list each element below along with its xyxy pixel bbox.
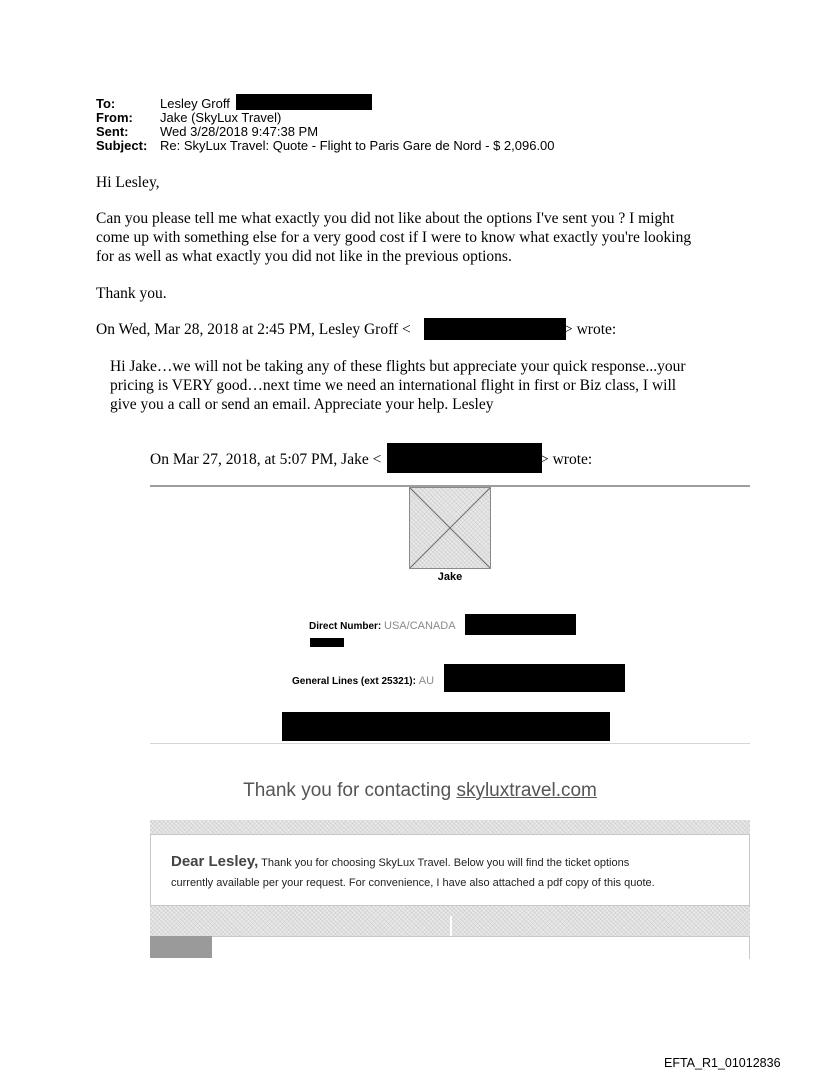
- general-lines-value: AU: [418, 675, 435, 687]
- redaction-box: [444, 664, 625, 692]
- redaction-box: [310, 638, 344, 647]
- quote-intro: [150, 450, 381, 469]
- paragraph-line: for as well as what exactly you did not like in the previous options.: [96, 248, 512, 265]
- paragraph-line: Can you please tell me what exactly you did not like about the options I've sent you ? I might: [96, 210, 675, 227]
- quote-line: Hi Jake…we will not be taking any of these flights but appreciate your quick response...your: [110, 358, 686, 375]
- bates-number: EFTA_R1_01012836: [664, 1056, 781, 1070]
- subject-value: Re: SkyLux Travel: Quote - Flight to Paris Gare de Nord - $ 2,096.00: [160, 138, 555, 153]
- dear-greeting: Dear Lesley,: [171, 853, 259, 870]
- greeting: Hi Lesley,: [96, 174, 160, 191]
- direct-number-label: Direct Number:: [309, 621, 382, 632]
- redaction-box: [424, 318, 566, 340]
- divider: [450, 916, 452, 936]
- to-value: Lesley Groff: [160, 96, 230, 111]
- divider: [150, 743, 750, 744]
- letter-text: Thank you for choosing SkyLux Travel. Below you will find the ticket options: [258, 857, 630, 869]
- sent-value: Wed 3/28/2018 9:47:38 PM: [160, 124, 319, 139]
- thank-you-banner: [150, 780, 690, 802]
- signature-name: Jake: [437, 571, 463, 583]
- redaction-box: [282, 712, 610, 741]
- thank-you-text: Thank you for contacting: [243, 780, 457, 801]
- from-label: From:: [96, 110, 133, 125]
- general-lines-label: General Lines (ext 25321):: [292, 676, 416, 687]
- quote-intro-suffix: > wrote:: [540, 451, 593, 468]
- quote-intro-suffix: > wrote:: [564, 321, 617, 338]
- letter-panel: [150, 834, 750, 906]
- redaction-box: [465, 614, 576, 635]
- sent-label: Sent:: [96, 124, 129, 139]
- direct-number-value: USA/CANADA: [384, 620, 456, 632]
- panel-top-band: [150, 820, 750, 834]
- redaction-box: [236, 94, 372, 110]
- to-label: To:: [96, 96, 116, 111]
- subject-label: Subject:: [96, 138, 148, 153]
- quote-line: pricing is VERY good…next time we need an international flight in first or Biz class, I will: [110, 377, 677, 394]
- general-lines-row: [292, 675, 434, 687]
- paragraph-line: come up with something else for a very good cost if I were to know what exactly you're looking: [96, 229, 692, 246]
- site-link[interactable]: skyluxtravel.com: [456, 780, 597, 801]
- letter-line-1: [171, 853, 629, 870]
- panel-content-edge: [212, 936, 750, 959]
- quote-intro: [96, 320, 411, 339]
- from-value: Jake (SkyLux Travel): [160, 110, 282, 125]
- redaction-box: [387, 443, 542, 473]
- quote-intro-prefix: On Mar 27, 2018, at 5:07 PM, Jake <: [150, 451, 382, 468]
- direct-number-row: [309, 620, 456, 632]
- thanks-line: Thank you.: [96, 285, 167, 302]
- letter-line-2: currently available per your request. For convenience, I have also attached a pdf copy of this quote.: [171, 877, 655, 889]
- panel-tab: [150, 936, 212, 958]
- quote-intro-prefix: On Wed, Mar 28, 2018 at 2:45 PM, Lesley Groff <: [96, 321, 411, 338]
- image-placeholder-icon: [409, 487, 491, 569]
- quote-line: give you a call or send an email. Appreciate your help. Lesley: [110, 396, 494, 413]
